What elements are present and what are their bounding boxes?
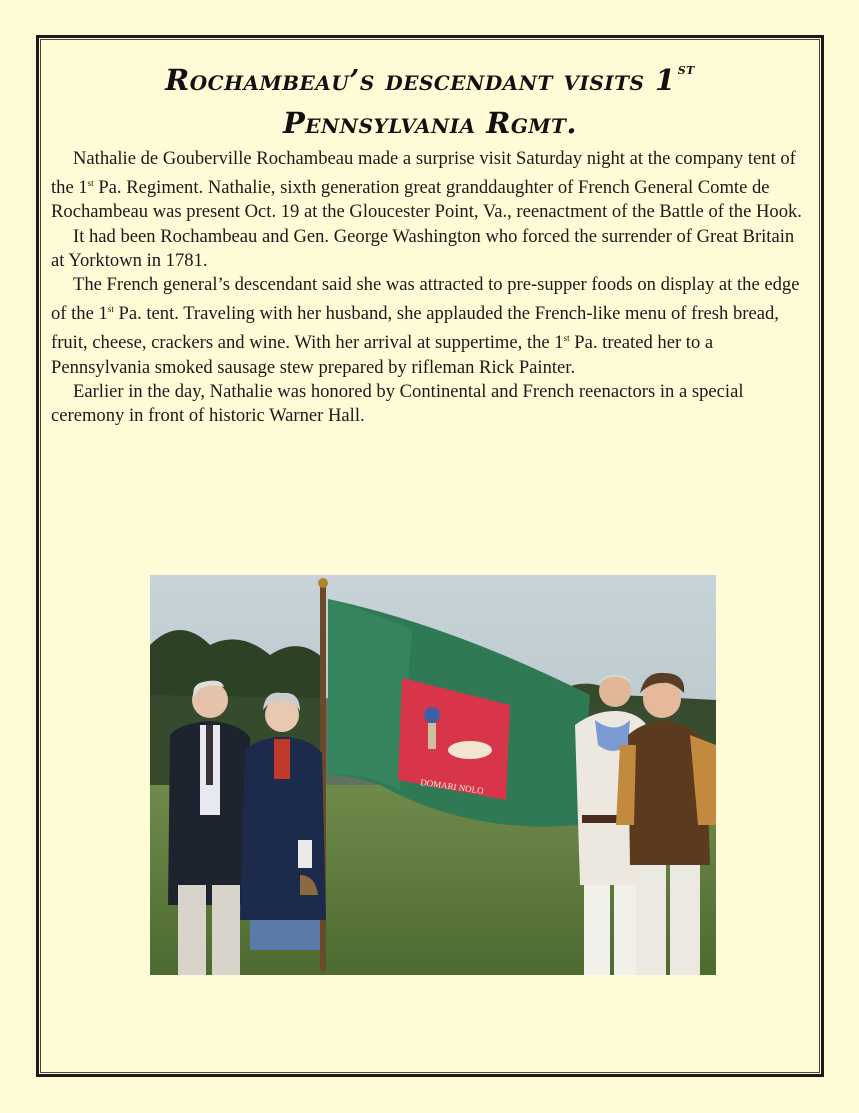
headline-line2: Pennsylvania Rgmt. <box>282 106 578 140</box>
headline-superscript: st <box>677 60 695 78</box>
paragraph-2: It had been Rochambeau and Gen. George Washington who forced the surrender of Great Britain at Yorktown in 1781. <box>51 225 795 271</box>
headline-line1: Rochambeau’s descendant visits 1 <box>165 63 676 97</box>
article-body <box>51 147 811 428</box>
paragraph-3: The French general’s descendant said she was attracted to pre-supper foods on display at the edge of the 1st Pa. tent. Traveling with her husband, she applauded the French-like menu of fresh bread, fruit, cheese, crackers and wine. With her arrival at suppertime, the 1st Pa. treated her to a Pennsylvania smoked sausage stew prepared by rifleman Rick Painter. <box>51 274 800 378</box>
headline <box>40 48 820 145</box>
paragraph-1: Nathalie de Gouberville Rochambeau made a surprise visit Saturday night at the company tent of the 1st Pa. Regiment. Nathalie, sixth generation great granddaughter of French General Comte de Rochambeau was present Oct. 19 at the Gloucester Point, Va., reenactment of the Battle of the Hook. <box>51 148 802 223</box>
event-photo <box>150 575 716 975</box>
paragraph-4: Earlier in the day, Nathalie was honored by Continental and French reenactors in a special ceremony in front of historic Warner Hall. <box>51 380 744 427</box>
flag-motto: DOMARI NOLO <box>419 777 485 796</box>
